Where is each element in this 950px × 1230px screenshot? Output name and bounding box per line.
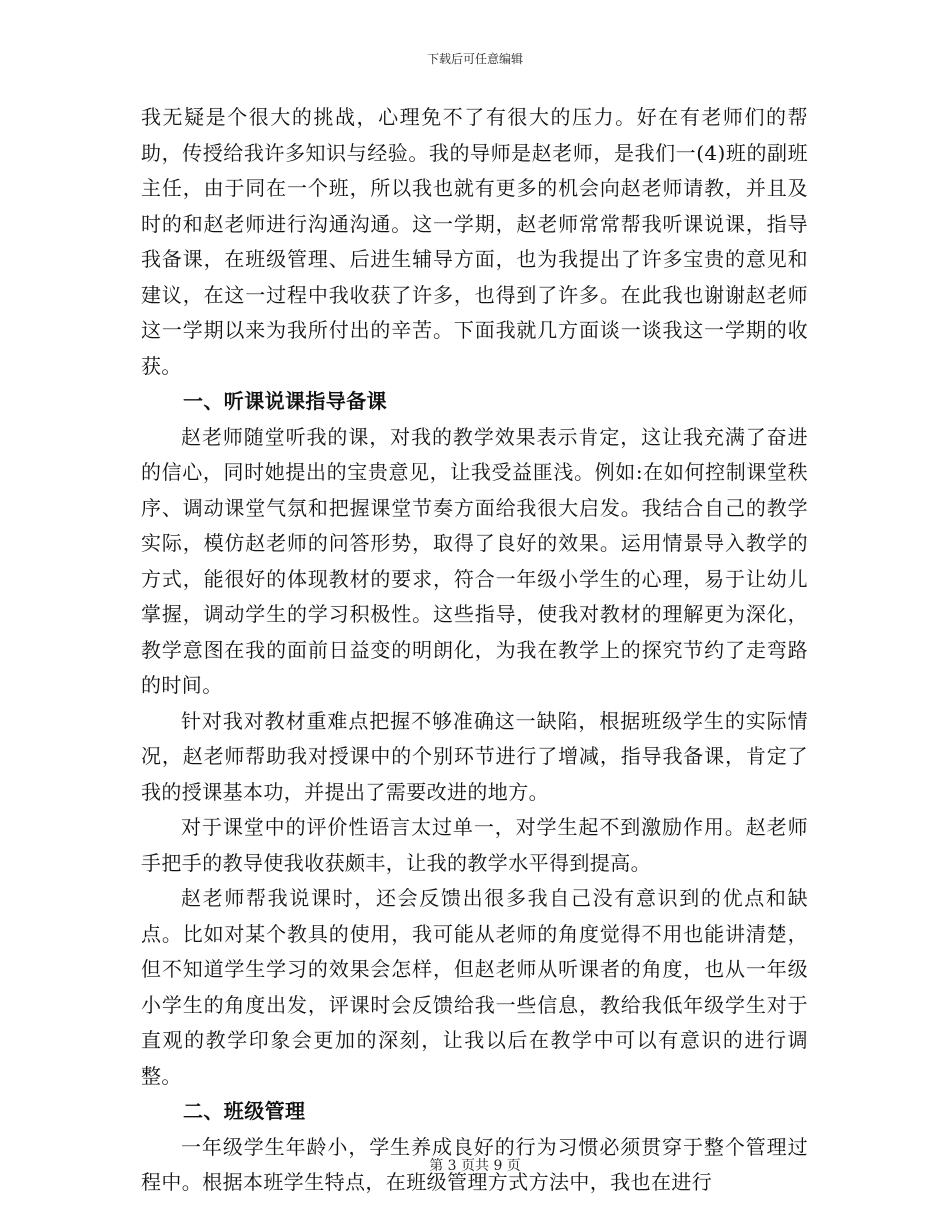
- page-header: 下载后可任意编辑: [426, 52, 523, 66]
- paragraph-2: 针对我对教材重难点把握不够准确这一缺陷，根据班级学生的实际情况，赵老师帮助我对授课中的个别环节进行了增减，指导我备课，肯定了我的授课基本功，并提出了需要改进的地方。: [141, 708, 808, 804]
- section-heading-1: 一、听课说课指导备课: [183, 389, 387, 413]
- page-footer: 第 3 页共 9 页: [429, 1158, 521, 1174]
- paragraph-1: 赵老师随堂听我的课，对我的教学效果表示肯定，这让我充满了奋进的信心，同时她提出的宝贵意见，让我受益匪浅。例如:在如何控制课堂秩序、调动课堂气氛和把握课堂节奏方面给我很大启发。我结合自己的教学实际，模仿赵老师的问答形势，取得了良好的效果。运用情景导入教学的方式，能很好的体现教材的要求，符合一年级小学生的心理，易于让幼儿掌握，调动学生的学习积极性。这些指导，使我对教材的理解更为深化，教学意图在我的面前日益变的明朗化，为我在教学上的探究节约了走弯路的时间。: [141, 424, 808, 697]
- paragraph-3: 对于课堂中的评价性语言太过单一，对学生起不到激励作用。赵老师手把手的教导使我收获颇丰，让我的教学水平得到提高。: [141, 815, 808, 875]
- paragraph-5: 一年级学生年龄小，学生养成良好的行为习惯必须贯穿于整个管理过程中。根据本班学生特点，在班级管理方式方法中，我也在进行: [141, 1134, 808, 1194]
- paragraph-4: 赵老师帮我说课时，还会反馈出很多我自己没有意识到的优点和缺点。比如对某个教具的使用，我可能从老师的角度觉得不用也能讲清楚，但不知道学生学习的效果会怎样，但赵老师从听课者的角度，也从一年级小学生的角度出发，评课时会反馈给我一些信息，教给我低年级学生对于直观的教学印象会更加的深刻，让我以后在教学中可以有意识的进行调整。: [141, 886, 808, 1088]
- document-body: [141, 100, 808, 1201]
- section-heading-2: 二、班级管理: [183, 1099, 306, 1123]
- paragraph-intro: 我无疑是个很大的挑战，心理免不了有很大的压力。好在有老师们的帮助，传授给我许多知识与经验。我的导师是赵老师，是我们一(4)班的副班主任，由于同在一个班，所以我也就有更多的机会向赵老师请教，并且及时的和赵老师进行沟通沟通。这一学期，赵老师常常帮我听课说课，指导我备课，在班级管理、后进生辅导方面，也为我提出了许多宝贵的意见和建议，在这一过程中我收获了许多，也得到了许多。在此我也谢谢赵老师这一学期以来为我所付出的辛苦。下面我就几方面谈一谈我这一学期的收获。: [141, 105, 808, 378]
